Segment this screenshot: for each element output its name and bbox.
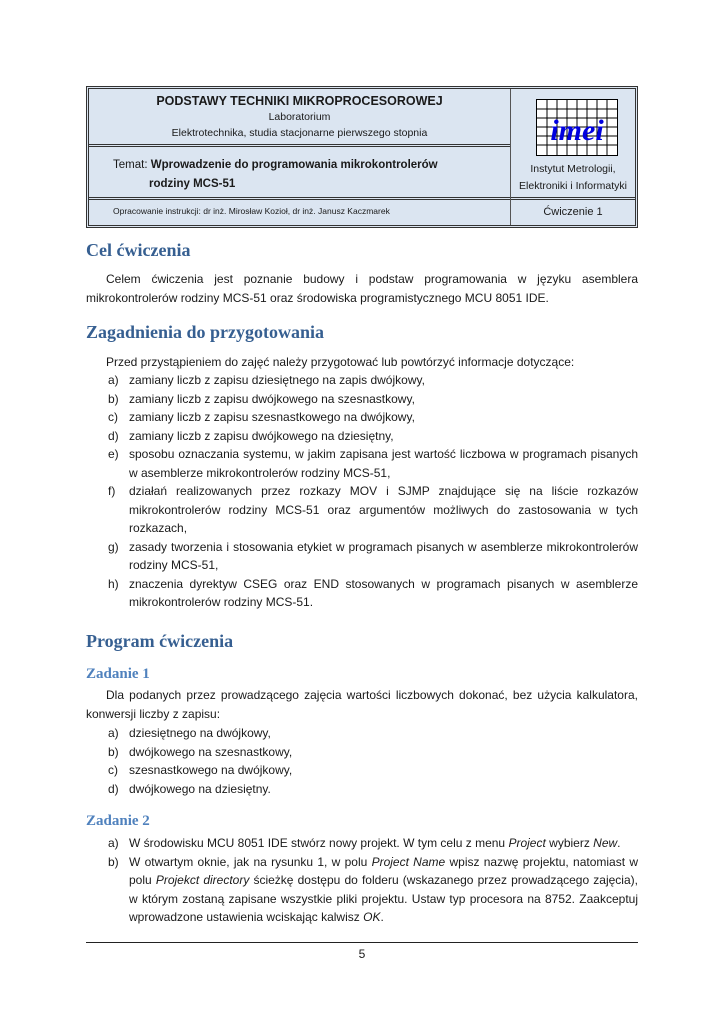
list-item: f) działań realizowanych przez rozkazy MOV i SJMP znajdujące się na liście rozkazów mikrokontrolerów rodziny MCS-51 oraz argumentów możliwych do zastosowania w tych rozkazach, (108, 484, 638, 535)
course-subtitle: Laboratorium (268, 111, 331, 123)
list-item: e) sposobu oznaczania systemu, w jakim zapisana jest wartość liczbowa w programach pisanych w asemblerze mikrokontrolerów rodziny MCS-51, (108, 447, 638, 480)
header-right-column (511, 89, 635, 225)
course-title-cell (89, 89, 510, 147)
page-number: 5 (358, 947, 366, 961)
imei-logo-icon (536, 99, 618, 156)
heading-task-2: Zadanie 2 (86, 813, 150, 829)
header-left-column (89, 89, 511, 225)
exercise-number: Ćwiczenie 1 (543, 206, 603, 218)
topic-line-2: rodziny MCS-51 (149, 178, 236, 190)
heading-prep: Zagadnienia do przygotowania (86, 322, 325, 342)
topic-cell (89, 148, 510, 200)
course-title: PODSTAWY TECHNIKI MIKROPROCESOROWEJ (156, 94, 443, 108)
prep-intro: Przed przystąpieniem do zajęć należy przygotować lub powtórzyć informacje dotyczące: (106, 355, 575, 369)
institute-line-2: Elektroniki i Informatyki (519, 180, 627, 192)
list-item: c) zamiany liczb z zapisu szesnastkowego na dwójkowy, (108, 410, 415, 424)
list-item: h) znaczenia dyrektyw CSEG oraz END stosowanych w programach pisanych w asemblerze mikrokontrolerów rodziny MCS-51. (108, 576, 638, 609)
course-program: Elektrotechnika, studia stacjonarne pierwszego stopnia (171, 127, 428, 139)
logo-cell (511, 89, 635, 200)
list-item: a) W środowisku MCU 8051 IDE stwórz nowy projekt. W tym celu z menu Project wybierz New. (108, 836, 621, 850)
list-item: b) W otwartym oknie, jak na rysunku 1, w polu Project Name wpisz nazwę projektu, natomiast w polu Projekct directory ścieżkę dostępu do folderu (wskazanego przez prowadzącego zajęcia), w którym zostaną zapisane wszystkie pliki projektu. Ustaw typ procesora na 8752. Zaakceptuj wprowadzone ustawienia wciskając kalwisz OK. (108, 854, 638, 924)
list-item: d) zamiany liczb z zapisu dwójkowego na dziesiętny, (108, 428, 394, 443)
institute-line-1: Instytut Metrologii, (530, 163, 616, 175)
institute-name (511, 161, 635, 195)
list-item: c) szesnastkowego na dwójkowy, (108, 763, 293, 777)
list-item: d) dwójkowego na dziesiętny. (108, 781, 271, 796)
task-2-list (86, 834, 638, 927)
list-item: b) dwójkowego na szesnastkowy, (108, 744, 293, 759)
prep-list (86, 371, 638, 612)
list-item: a) zamiany liczb z zapisu dziesiętnego na zapis dwójkowy, (108, 373, 425, 387)
list-item: a) dziesiętnego na dwójkowy, (108, 726, 271, 740)
topic-line-1: Wprowadzenie do programowania mikrokontrolerów (150, 159, 438, 171)
list-item: b) zamiany liczb z zapisu dwójkowego na szesnastkowy, (108, 391, 415, 406)
authors-cell: Opracowanie instrukcji: dr inż. Mirosław Kozioł, dr inż. Janusz Kaczmarek (113, 206, 390, 216)
footer-divider (86, 942, 638, 943)
heading-goal: Cel ćwiczenia (86, 240, 191, 260)
task-1-intro: Dla podanych przez prowadzącego zajęcia wartości liczbowych dokonać, bez użycia kalkulatora, konwersji liczby z zapisu: (86, 688, 638, 721)
header-table (86, 86, 638, 228)
topic-label: Temat: (113, 159, 148, 171)
heading-task-1: Zadanie 1 (86, 666, 150, 682)
svg-text:imei: imei (550, 114, 604, 147)
heading-program: Program ćwiczenia (86, 631, 234, 651)
goal-text: Celem ćwiczenia jest poznanie budowy i podstaw programowania w języku asemblera mikrokontrolerów rodziny MCS-51 oraz środowiska programistycznego MCU 8051 IDE. (86, 272, 638, 305)
task-1-list (86, 724, 638, 798)
list-item: g) zasady tworzenia i stosowania etykiet w programach pisanych w asemblerze mikrokontrolerów rodziny MCS-51, (108, 539, 638, 572)
